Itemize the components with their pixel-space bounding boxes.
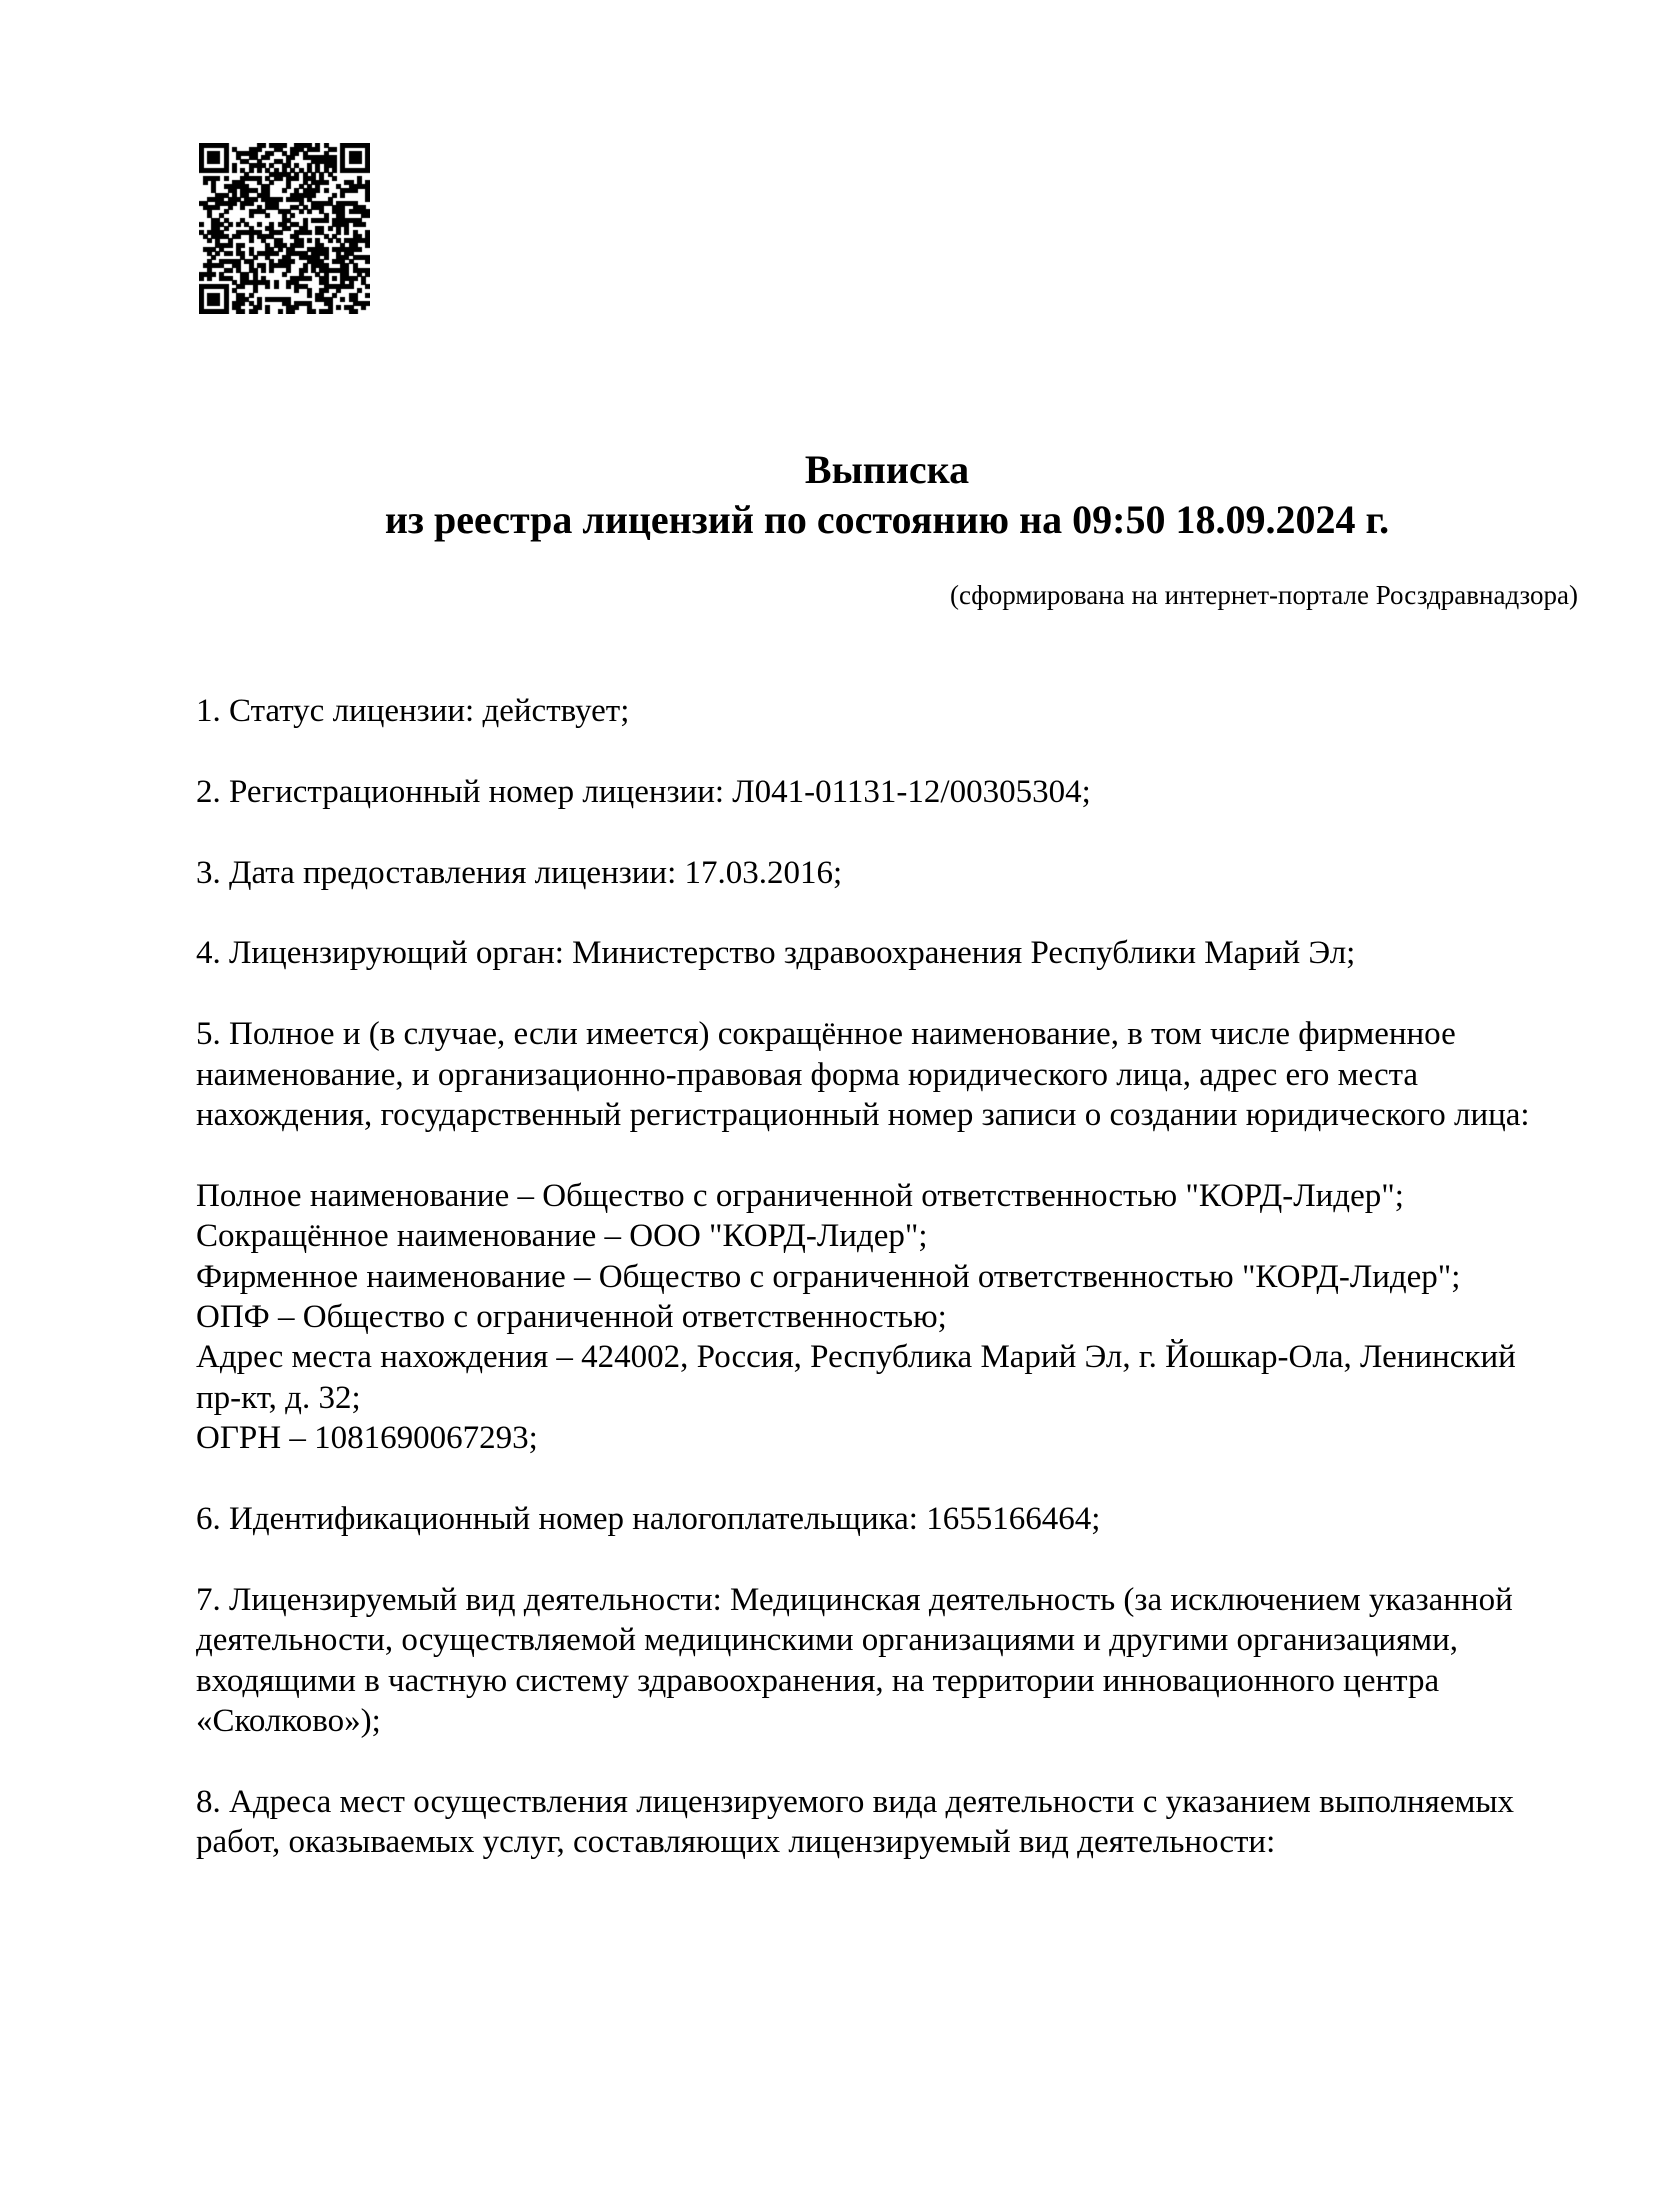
paragraph: 6. Идентификационный номер налогоплательщика: 1655166464; <box>196 1501 1101 1538</box>
document-subtitle: (сформирована на интернет-портале Росздравнадзора) <box>949 580 1578 610</box>
paragraph: 7. Лицензируемый вид деятельности: Медицинская деятельность (за исключением указанной деятельности, осуществляемой медицинскими организациями и другими организациями, входящими в частную систему здравоохранения, на территории инновационного центра «Сколково»); <box>196 1581 1513 1740</box>
paragraph: 8. Адреса мест осуществления лицензируемого вида деятельности с указанием выполняемых работ, оказываемых услуг, составляющих лицензируемый вид деятельности: <box>196 1783 1515 1861</box>
paragraph: 5. Полное и (в случае, если имеется) сокращённое наименование, в том числе фирменное наименование, и организационно-правовая форма юридического лица, адрес его места нахождения, государственный регистрационный номер записи о создании юридического лица: <box>196 1016 1530 1133</box>
paragraph: 3. Дата предоставления лицензии: 17.03.2016; <box>196 854 843 891</box>
paragraph: Полное наименование – Общество с ограниченной ответственностью "КОРД-Лидер"; Сокращённое наименование – ООО "КОРД-Лидер"; Фирменное наименование – Общество с ограниченной ответственностью "КОРД-Лидер"; ОПФ – Общество с ограниченной ответственностью; Адрес места нахождения – 424002, Россия, Республика Марий Эл, г. Йошкар-Ола, Ленинский пр-кт, д. 32; ОГРН – 1081690067293; <box>196 1177 1516 1457</box>
paragraph: 1. Статус лицензии: действует; <box>196 693 630 729</box>
document-title-line1: Выписка <box>804 447 970 492</box>
document-body <box>196 691 1578 1903</box>
paragraph: 4. Лицензирующий орган: Министерство здравоохранения Республики Марий Эл; <box>196 935 1356 972</box>
document-title <box>196 445 1578 545</box>
paragraph: 2. Регистрационный номер лицензии: Л041-01131-12/00305304; <box>196 773 1091 810</box>
document-title-line2: из реестра лицензий по состоянию на 09:50 18.09.2024 г. <box>384 497 1390 542</box>
document-content <box>196 0 1578 2200</box>
